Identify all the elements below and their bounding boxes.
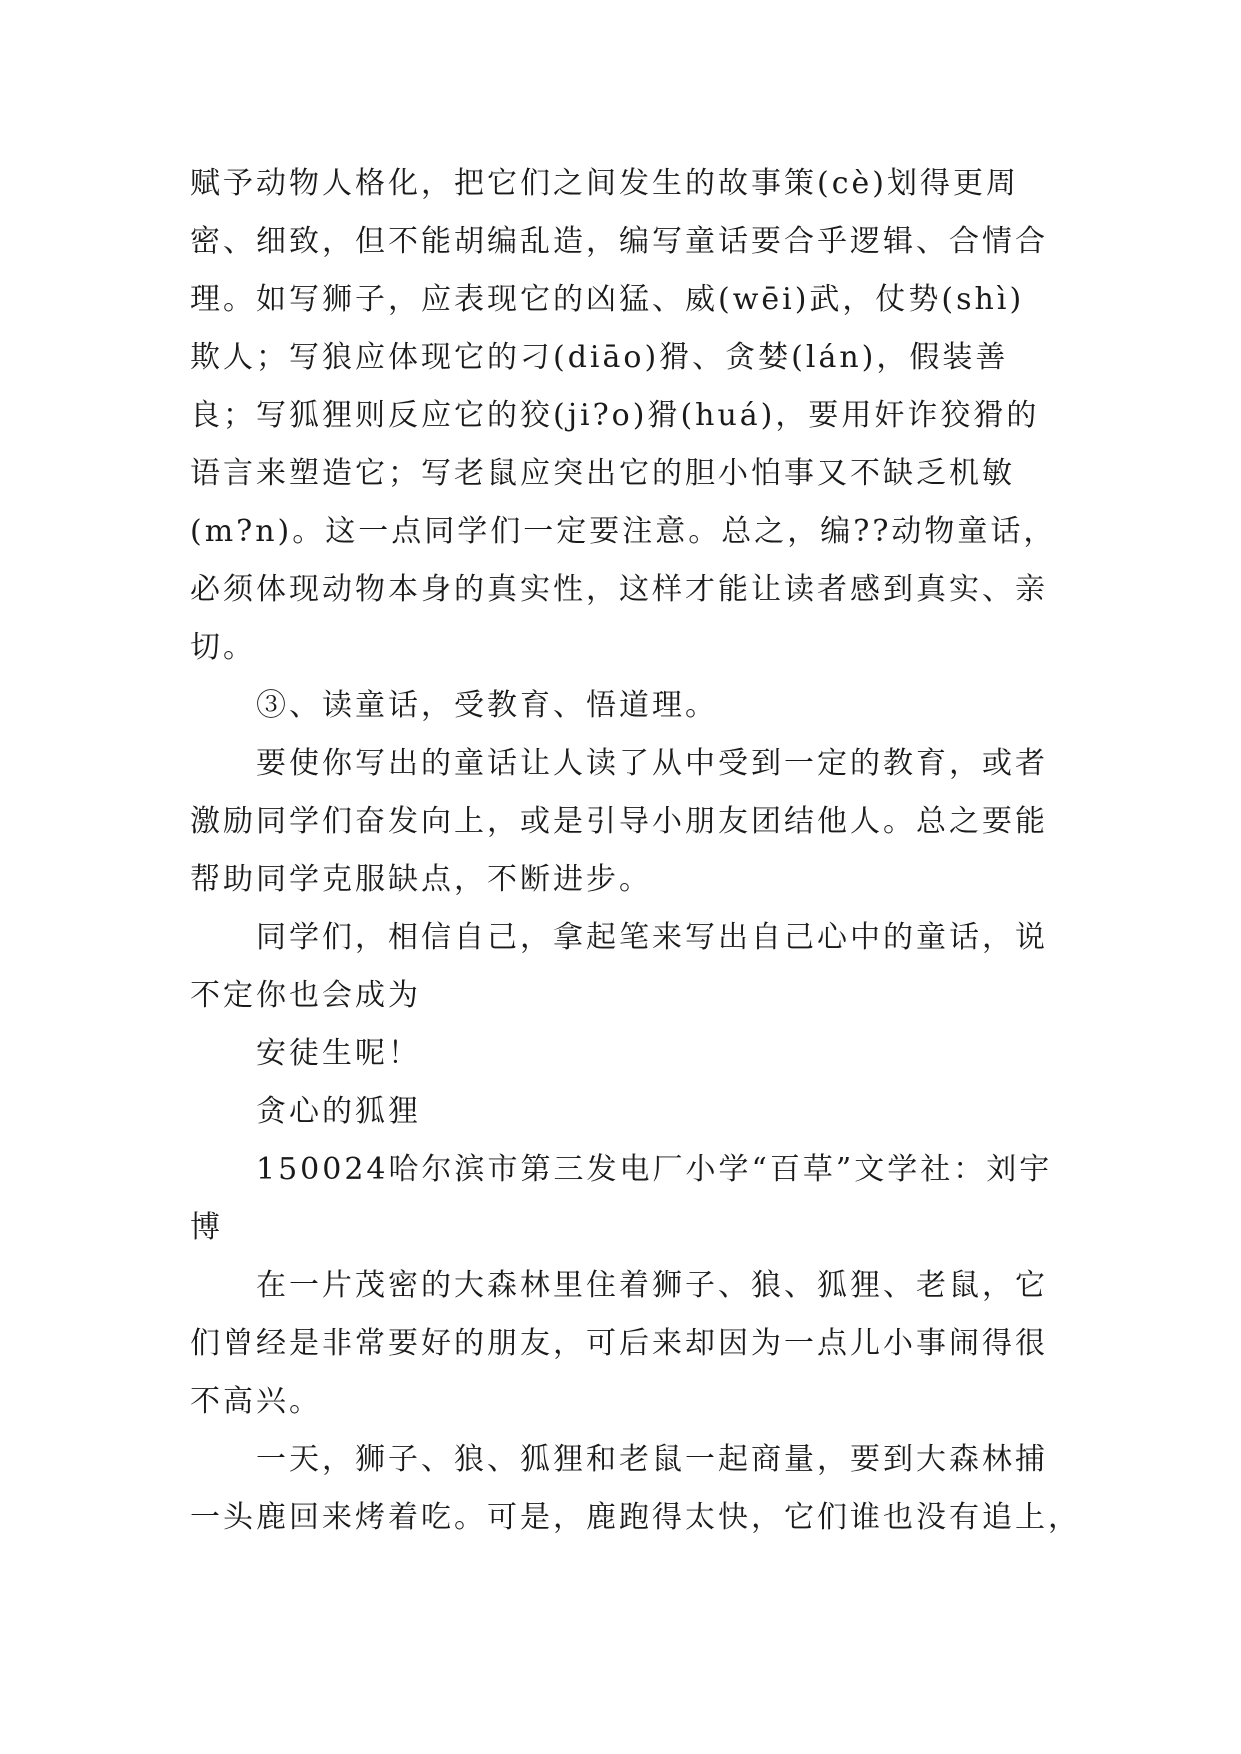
text-line: 在一片茂密的大森林里住着狮子、狼、狐狸、老鼠，它 <box>256 1268 1048 1303</box>
text-line: 一天，狮子、狼、狐狸和老鼠一起商量，要到大森林捕 <box>256 1442 1048 1477</box>
story-title: 贪心的狐狸 <box>256 1094 421 1129</box>
text-line: 一头鹿回来烤着吃。可是，鹿跑得太快，它们谁也没有追上， <box>190 1500 1081 1535</box>
author-line: 150024哈尔滨市第三发电厂小学“百草”文学社：刘宇 <box>256 1152 1053 1187</box>
section-heading: ③、读童话，受教育、悟道理。 <box>256 688 718 723</box>
text-line: (m?n)。这一点同学们一定要注意。总之，编??动物童话， <box>190 514 1057 549</box>
text-line: 激励同学们奋发向上，或是引导小朋友团结他人。总之要能 <box>190 804 1048 839</box>
text-line: 赋予动物人格化，把它们之间发生的故事策(cè)划得更周 <box>190 166 1019 201</box>
text-line: 语言来塑造它；写老鼠应突出它的胆小怕事又不缺乏机敏 <box>190 456 1015 491</box>
text-line: 帮助同学克服缺点，不断进步。 <box>190 862 652 897</box>
text-line: 要使你写出的童话让人读了从中受到一定的教育，或者 <box>256 746 1048 781</box>
text-line: 不高兴。 <box>190 1384 322 1419</box>
text-line: 理。如写狮子，应表现它的凶猛、威(wēi)武，仗势(shì) <box>190 282 1025 317</box>
text-line: 良；写狐狸则反应它的狡(ji?o)猾(huá)，要用奸诈狡猾的 <box>190 398 1040 433</box>
text-line: 欺人；写狼应体现它的刁(diāo)猾、贪婪(lán)，假装善 <box>190 340 1009 375</box>
text-line: 密、细致，但不能胡编乱造，编写童话要合乎逻辑、合情合 <box>190 224 1048 259</box>
text-line: 必须体现动物本身的真实性，这样才能让读者感到真实、亲 <box>190 572 1048 607</box>
text-line: 同学们，相信自己，拿起笔来写出自己心中的童话，说 <box>256 920 1048 955</box>
author-line: 博 <box>190 1210 223 1245</box>
text-line: 不定你也会成为 <box>190 978 421 1013</box>
text-line: 切。 <box>190 630 256 665</box>
text-line: 安徒生呢！ <box>256 1036 421 1071</box>
text-line: 们曾经是非常要好的朋友，可后来却因为一点儿小事闹得很 <box>190 1326 1048 1361</box>
